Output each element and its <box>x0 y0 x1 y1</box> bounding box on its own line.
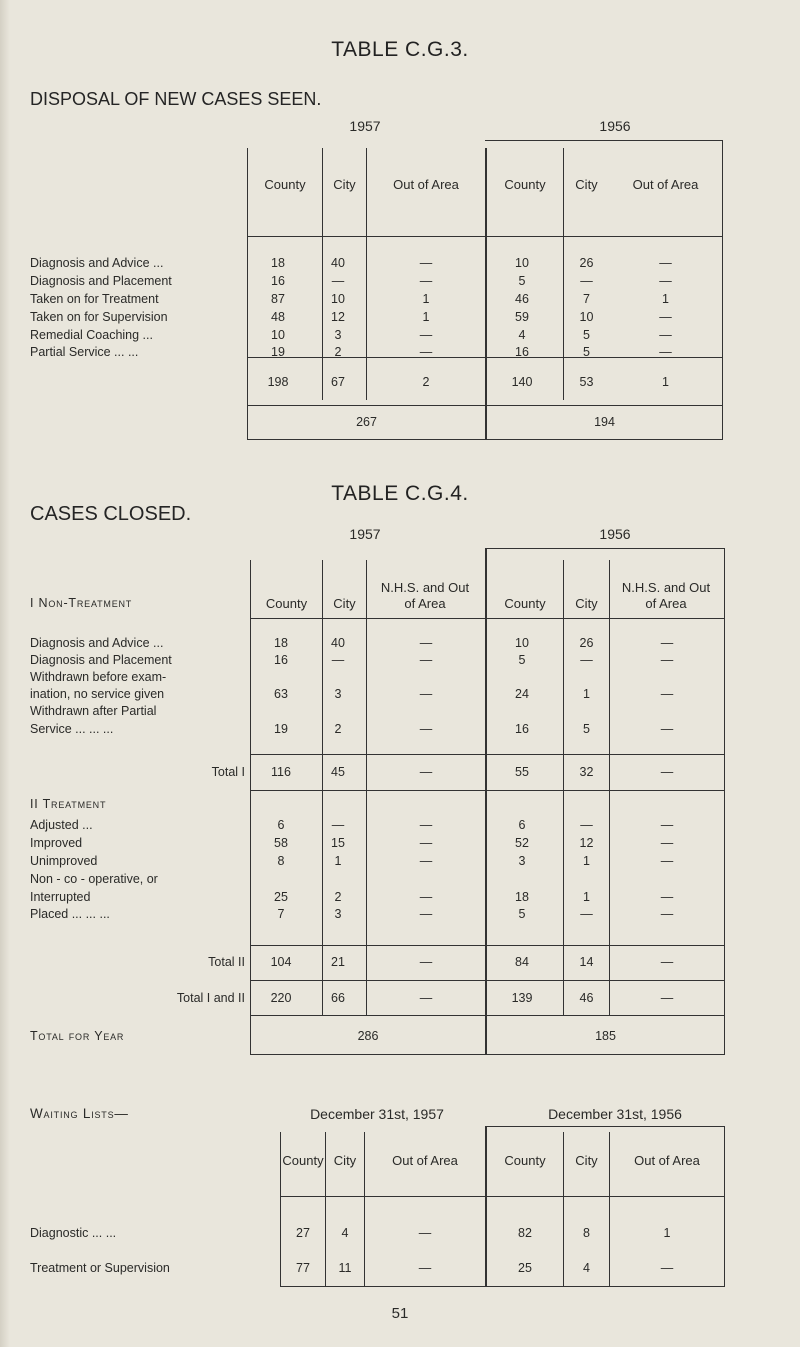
cell: — <box>660 722 674 736</box>
section-treatment: II Treatment <box>30 797 107 811</box>
total-cell: 45 <box>331 765 345 779</box>
cell: 16 <box>274 653 288 667</box>
cell: 8 <box>583 1226 590 1240</box>
total-cell: 21 <box>331 955 345 969</box>
table-cg3-heading: DISPOSAL OF NEW CASES SEEN. <box>30 89 322 109</box>
cell: 10 <box>271 328 285 342</box>
cell: 5 <box>583 328 590 342</box>
cell: — <box>331 274 345 288</box>
cell: 5 <box>583 345 590 359</box>
cell: — <box>418 1261 432 1275</box>
cell: 1 <box>583 890 590 904</box>
cell: — <box>660 636 674 650</box>
total-cell: — <box>660 765 674 779</box>
cg4-year-1956: 1956 <box>599 526 631 542</box>
table-cg3-title: TABLE C.G.3. <box>331 38 469 61</box>
cell: — <box>419 818 433 832</box>
wl-row-label: Treatment or Supervision <box>30 1261 170 1275</box>
cell: 15 <box>331 836 345 850</box>
cell: 4 <box>583 1261 590 1275</box>
cell: 2 <box>334 890 342 904</box>
cell: — <box>580 907 593 921</box>
cell: — <box>418 1226 432 1240</box>
cg4-row-label: ination, no service given <box>30 687 165 701</box>
waiting-date-1957: December 31st, 1957 <box>310 1106 444 1122</box>
section-non-treatment: I Non-Treatment <box>30 596 133 610</box>
cg3-row-label: Diagnosis and Advice ... <box>30 256 164 270</box>
total-cell: 32 <box>579 765 594 779</box>
cell: — <box>419 722 433 736</box>
cell: 25 <box>518 1261 532 1275</box>
cell: 2 <box>334 345 342 359</box>
cell: — <box>659 328 672 342</box>
cell: 8 <box>277 854 285 868</box>
total-cell: 66 <box>331 991 345 1005</box>
cg4-header-county-1957: County <box>265 596 308 611</box>
cell: 59 <box>515 310 529 324</box>
total-cell: 53 <box>579 375 594 389</box>
cell: 6 <box>277 818 285 832</box>
cell: — <box>660 653 674 667</box>
total-cell: 46 <box>579 991 594 1005</box>
cell: 12 <box>579 836 594 850</box>
cg3-row-label: Remedial Coaching ... <box>30 328 153 342</box>
cell: 77 <box>296 1261 310 1275</box>
cg3-row-label: Partial Service ... ... <box>30 345 139 359</box>
cell: 5 <box>583 722 590 736</box>
wl-row-label: Diagnostic ... ... <box>30 1226 117 1240</box>
cg3-header-city-1957: City <box>333 177 356 192</box>
total-cell: 104 <box>270 955 292 969</box>
cell: 52 <box>515 836 529 850</box>
cell: 1 <box>422 310 430 324</box>
total-cell: 139 <box>511 991 533 1005</box>
cg4-year-1957: 1957 <box>349 526 381 542</box>
cell: — <box>419 345 433 359</box>
cell: 1 <box>583 854 590 868</box>
cg4-row-label: Unimproved <box>30 854 98 868</box>
total-cell: 1 <box>662 375 669 389</box>
wl-header-city-1956: City <box>575 1153 598 1168</box>
cell: 3 <box>334 328 342 342</box>
cg4-header-city-1956: City <box>575 596 598 611</box>
cell: 10 <box>515 256 529 270</box>
total-for-year-label: Total for Year <box>30 1029 125 1043</box>
cell: — <box>580 274 593 288</box>
cell: — <box>331 818 345 832</box>
cell: 1 <box>663 1226 671 1240</box>
total-cell: — <box>419 991 433 1005</box>
cell: 11 <box>338 1261 352 1275</box>
total-cell: 14 <box>579 955 594 969</box>
cell: 7 <box>277 907 285 921</box>
cell: 18 <box>271 256 285 270</box>
cell: — <box>659 274 672 288</box>
year-total-1957: 286 <box>357 1029 379 1043</box>
cell: — <box>419 836 433 850</box>
cell: — <box>419 687 433 701</box>
cell: — <box>419 328 433 342</box>
cell: 2 <box>334 722 342 736</box>
cell: 7 <box>583 292 590 306</box>
cell: 5 <box>518 653 526 667</box>
cg4-row-label: Non - co - operative, or <box>30 872 158 886</box>
cell: — <box>660 907 674 921</box>
cell: 1 <box>662 292 669 306</box>
cg4-row-label: Interrupted <box>30 890 91 904</box>
cg3-header-out-of-area-1956: Out of Area <box>632 177 699 192</box>
cg3-year-1957: 1957 <box>349 118 381 134</box>
page-number: 51 <box>391 1305 409 1322</box>
cell: 25 <box>274 890 288 904</box>
cell: 4 <box>518 328 526 342</box>
cg3-grand-total-1956: 194 <box>594 415 615 429</box>
total-cell: 67 <box>331 375 345 389</box>
cell: — <box>419 907 433 921</box>
cg4-row-label: Improved <box>30 836 83 850</box>
cell: 1 <box>583 687 590 701</box>
cg3-header-county-1956: County <box>504 177 546 192</box>
cell: 27 <box>296 1226 310 1240</box>
cell: 16 <box>515 345 529 359</box>
cg4-row-label: Withdrawn before exam- <box>30 670 167 684</box>
waiting-lists-heading: Waiting Lists— <box>30 1106 129 1121</box>
table-cg4-title: TABLE C.G.4. <box>331 482 469 505</box>
cell: 3 <box>334 687 342 701</box>
cell: — <box>659 310 672 324</box>
cell: 63 <box>274 687 288 701</box>
cell: — <box>660 890 674 904</box>
cg4-header-city-1957: City <box>333 596 356 611</box>
cell: — <box>659 345 672 359</box>
total-cell: — <box>419 765 433 779</box>
cg4-row-label: Diagnosis and Placement <box>30 653 172 667</box>
cell: 40 <box>331 636 345 650</box>
cell: 1 <box>334 854 342 868</box>
total-cell: — <box>419 955 433 969</box>
wl-header-county-1956: County <box>504 1153 546 1168</box>
cell: — <box>419 653 433 667</box>
cell: — <box>660 1261 674 1275</box>
year-total-1956: 185 <box>595 1029 616 1043</box>
page-binding-shadow <box>0 0 10 1347</box>
total-cell: — <box>660 955 674 969</box>
cell: 87 <box>271 292 285 306</box>
cell: 3 <box>334 907 342 921</box>
total-cell: 2 <box>422 375 430 389</box>
cg4-row-label: Service ... ... ... <box>30 722 114 736</box>
cg3-row-label: Taken on for Treatment <box>30 292 159 306</box>
cell: 82 <box>518 1226 532 1240</box>
cell: 26 <box>579 636 594 650</box>
cell: 4 <box>341 1226 349 1240</box>
cell: — <box>419 636 433 650</box>
cg3-grand-total-1957: 267 <box>356 415 377 429</box>
wl-header-out-of-area-1956: Out of Area <box>634 1153 700 1168</box>
cell: — <box>580 818 593 832</box>
cg3-year-1956: 1956 <box>599 118 631 134</box>
cell: — <box>660 836 674 850</box>
cases-closed-heading: CASES CLOSED. <box>30 503 192 525</box>
cell: 19 <box>274 722 288 736</box>
cell: 18 <box>274 636 288 650</box>
cell: — <box>660 854 674 868</box>
cell: 58 <box>274 836 288 850</box>
cg4-row-label: Withdrawn after Partial <box>30 704 157 718</box>
cell: 19 <box>271 345 285 359</box>
cell: — <box>660 818 674 832</box>
cg3-row-label: Diagnosis and Placement <box>30 274 172 288</box>
total-cell: 140 <box>511 375 533 389</box>
total-cell: 220 <box>270 991 292 1005</box>
cell: 10 <box>579 310 594 324</box>
cg4-header-nhs-1957: N.H.S. and Out of Area <box>380 580 470 611</box>
cell: — <box>419 256 433 270</box>
cg3-header-county-1957: County <box>264 177 306 192</box>
total-cell: 198 <box>267 375 289 389</box>
cell: 12 <box>331 310 345 324</box>
total-cell: 84 <box>515 955 529 969</box>
total-cell: 55 <box>515 765 529 779</box>
cell: — <box>419 274 433 288</box>
cell: 48 <box>271 310 285 324</box>
cell: 6 <box>518 818 526 832</box>
cg4-row-label: Adjusted ... <box>30 818 93 832</box>
total-cell: 116 <box>271 765 291 779</box>
cell: 5 <box>518 907 526 921</box>
cell: 1 <box>422 292 430 306</box>
cg4-header-nhs-1956: N.H.S. and Out of Area <box>621 580 711 611</box>
wl-header-county-1957: County <box>282 1153 324 1168</box>
cg4-row-label: Placed ... ... ... <box>30 907 110 921</box>
cg3-row-label: Taken on for Supervision <box>30 310 168 324</box>
total-i-label: Total I <box>211 765 245 779</box>
total-ii-label: Total II <box>208 955 245 969</box>
cell: 18 <box>515 890 529 904</box>
wl-header-out-of-area-1957: Out of Area <box>392 1153 458 1168</box>
cell: 3 <box>518 854 526 868</box>
cell: 26 <box>579 256 594 270</box>
cell: — <box>580 653 593 667</box>
cell: — <box>331 653 345 667</box>
cell: — <box>419 890 433 904</box>
cg4-header-county-1956: County <box>504 596 546 611</box>
cell: 16 <box>271 274 285 288</box>
total-cell: — <box>660 991 674 1005</box>
cell: 16 <box>515 722 529 736</box>
cell: 10 <box>515 636 529 650</box>
wl-header-city-1957: City <box>333 1153 357 1168</box>
cell: 46 <box>515 292 529 306</box>
cell: — <box>660 687 674 701</box>
total-i-ii-label: Total I and II <box>176 991 245 1005</box>
cg4-row-label: Diagnosis and Advice ... <box>30 636 164 650</box>
waiting-date-1956: December 31st, 1956 <box>548 1106 682 1122</box>
cell: 10 <box>331 292 345 306</box>
cg3-header-out-of-area-1957: Out of Area <box>393 177 459 192</box>
cell: 40 <box>331 256 345 270</box>
cell: — <box>419 854 433 868</box>
cell: 5 <box>518 274 526 288</box>
cg3-header-city-1956: City <box>575 177 598 192</box>
cell: — <box>659 256 672 270</box>
cell: 24 <box>515 687 529 701</box>
